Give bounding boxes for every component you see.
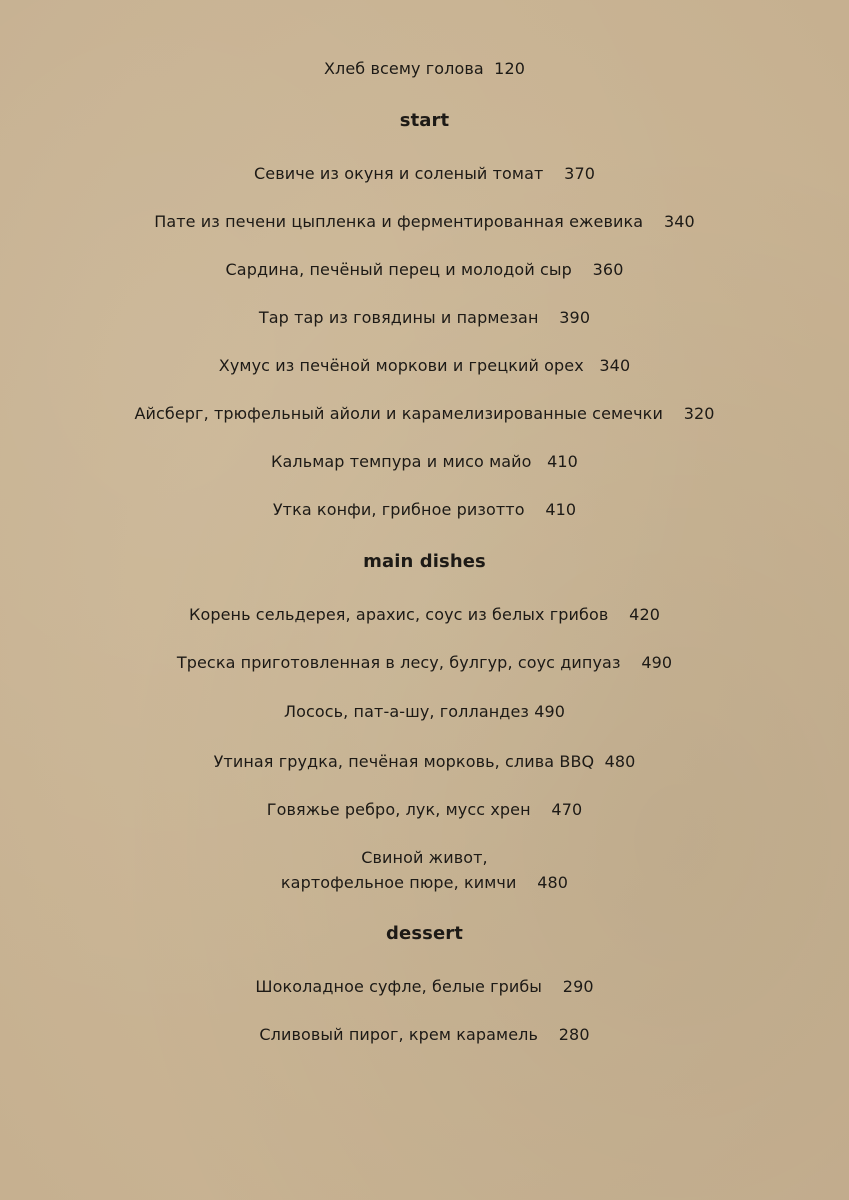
item-name: Шоколадное суфле, белые грибы <box>255 977 543 996</box>
item-price: 320 <box>683 404 715 423</box>
section-heading-dessert: dessert <box>386 923 463 944</box>
item-name: Треска приготовленная в лесу, булгур, соус дипуаз <box>176 653 621 672</box>
item-price: 340 <box>599 356 631 375</box>
item-name: Утка конфи, грибное ризотто <box>272 500 525 519</box>
menu-item-bread <box>0 59 849 79</box>
menu-item <box>0 404 849 424</box>
item-price: 410 <box>547 452 578 471</box>
item-name: Лосось, пат-а-шу, голландез <box>283 702 530 721</box>
menu-item <box>0 308 849 328</box>
menu-item <box>0 702 849 722</box>
item-price: 490 <box>641 653 673 672</box>
item-price: 360 <box>592 260 624 279</box>
item-name: Севиче из окуня и соленый томат <box>253 164 544 183</box>
section-heading-start: start <box>399 110 450 131</box>
item-name: Говяжье ребро, лук, мусс хрен <box>266 800 531 819</box>
menu-item <box>0 212 849 232</box>
menu-item-pork-line1: Свиной живот, <box>361 848 488 867</box>
item-name: картофельное пюре, кимчи <box>280 873 517 892</box>
item-name: Тар тар из говядины и пармезан <box>258 308 539 327</box>
menu-item <box>0 605 849 625</box>
item-name: Хумус из печёной моркови и грецкий орех <box>218 356 584 375</box>
item-name: Кальмар темпура и мисо майо <box>271 452 532 471</box>
menu-item <box>0 356 849 376</box>
item-name: Сливовый пирог, крем карамель <box>259 1025 539 1044</box>
item-price: 390 <box>559 308 591 327</box>
item-price: 290 <box>562 977 594 996</box>
item-name: Пате из печени цыпленка и ферментированная ежевика <box>154 212 644 231</box>
item-name: Хлеб всему голова <box>323 59 484 78</box>
item-price: 370 <box>564 164 596 183</box>
item-price: 480 <box>537 873 569 892</box>
item-price: 340 <box>663 212 695 231</box>
menu-item-pork-line2 <box>0 873 849 893</box>
item-price: 480 <box>604 752 636 771</box>
menu-item <box>0 977 849 997</box>
item-name: Корень сельдерея, арахис, соус из белых грибов <box>188 605 609 624</box>
item-price: 280 <box>558 1025 590 1044</box>
menu-item <box>0 1025 849 1045</box>
item-price: 490 <box>534 702 566 721</box>
menu-item <box>0 452 849 472</box>
item-price: 420 <box>629 605 661 624</box>
menu-item <box>0 500 849 520</box>
menu-item <box>0 653 849 673</box>
menu-item <box>0 260 849 280</box>
menu-item <box>0 800 849 820</box>
menu-item <box>0 752 849 772</box>
item-price: 120 <box>494 59 526 78</box>
item-name: Утиная грудка, печёная морковь, слива BBQ <box>213 752 595 771</box>
item-price: 470 <box>551 800 583 819</box>
menu-item <box>0 164 849 184</box>
item-price: 410 <box>545 500 577 519</box>
item-name: Сардина, печёный перец и молодой сыр <box>225 260 572 279</box>
item-name: Айсберг, трюфельный айоли и карамелизированные семечки <box>134 404 663 423</box>
section-heading-main: main dishes <box>363 551 486 572</box>
